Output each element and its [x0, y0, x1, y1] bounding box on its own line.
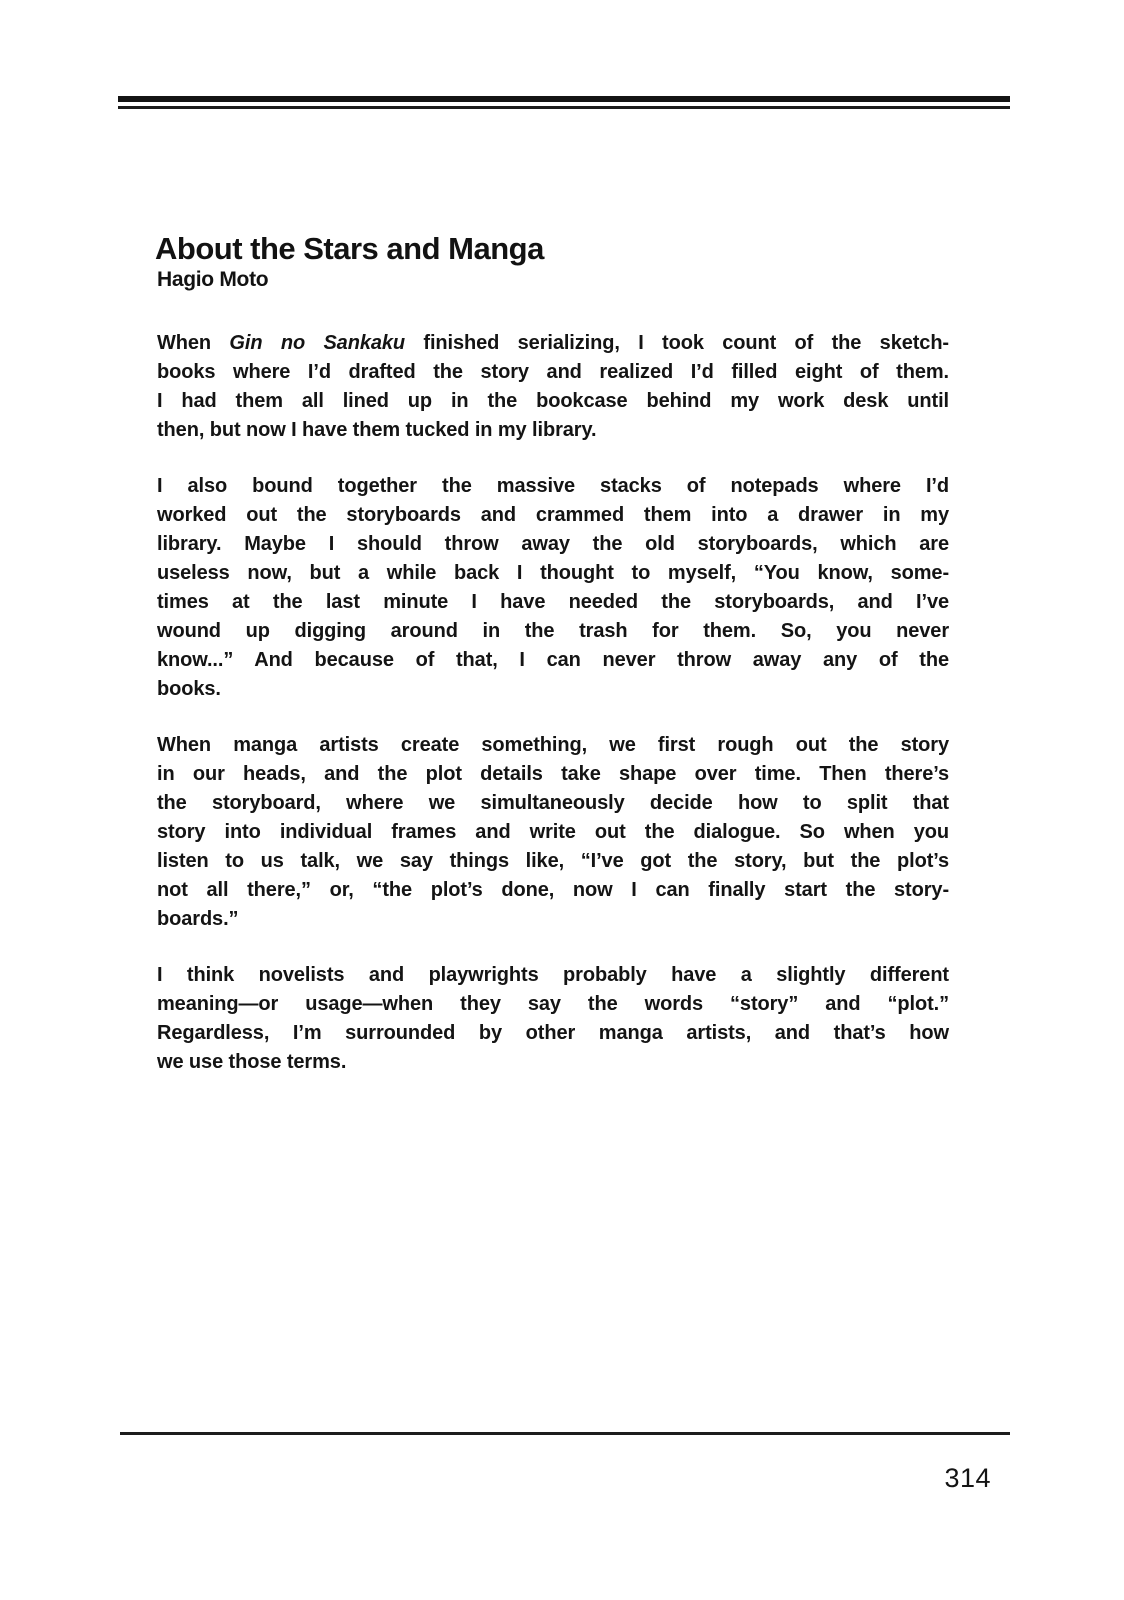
text-line: I think novelists and playwrights probably have a slightly different	[157, 964, 949, 986]
paragraph	[157, 961, 949, 1077]
text-line: books where I’d drafted the story and realized I’d filled eight of them.	[157, 361, 949, 383]
text-line: library. Maybe I should throw away the old storyboards, which are	[157, 533, 949, 555]
text-line: books.	[157, 678, 221, 700]
paragraph	[157, 731, 949, 934]
text-line: worked out the storyboards and crammed them into a drawer in my	[157, 504, 949, 526]
top-rule-thick-line	[118, 96, 1010, 102]
article-body	[157, 329, 949, 1104]
bottom-rule	[120, 1432, 1010, 1435]
text-line: When manga artists create something, we first rough out the story	[157, 734, 949, 756]
text-line: I also bound together the massive stacks of notepads where I’d	[157, 475, 949, 497]
text-line: wound up digging around in the trash for them. So, you never	[157, 620, 949, 642]
page-number: 314	[944, 1463, 991, 1493]
text-line: meaning—or usage—when they say the words “story” and “plot.”	[157, 993, 949, 1015]
paragraph	[157, 472, 949, 704]
text-line: know...” And because of that, I can never throw away any of the	[157, 649, 949, 671]
text-line: we use those terms.	[157, 1051, 347, 1073]
paragraph	[157, 329, 949, 445]
text-line: the storyboard, where we simultaneously decide how to split that	[157, 792, 949, 814]
text-line: When Gin no Sankaku finished serializing, I took count of the sketch-	[157, 332, 949, 354]
text-line: story into individual frames and write out the dialogue. So when you	[157, 821, 949, 843]
top-rule-thin-line	[118, 106, 1010, 109]
text-line: then, but now I have them tucked in my library.	[157, 419, 597, 441]
text-line: I had them all lined up in the bookcase behind my work desk until	[157, 390, 949, 412]
page-title: About the Stars and Manga	[155, 231, 544, 266]
author-name: Hagio Moto	[157, 268, 269, 291]
text-line: in our heads, and the plot details take shape over time. Then there’s	[157, 763, 949, 785]
text-line: times at the last minute I have needed the storyboards, and I’ve	[157, 591, 949, 613]
text-line: Regardless, I’m surrounded by other manga artists, and that’s how	[157, 1022, 949, 1044]
text-line: not all there,” or, “the plot’s done, now I can finally start the story-	[157, 879, 949, 901]
text-line: listen to us talk, we say things like, “I’ve got the story, but the plot’s	[157, 850, 949, 872]
text-line: boards.”	[157, 908, 239, 930]
top-double-rule	[118, 96, 1010, 109]
text-line: useless now, but a while back I thought to myself, “You know, some-	[157, 562, 949, 584]
